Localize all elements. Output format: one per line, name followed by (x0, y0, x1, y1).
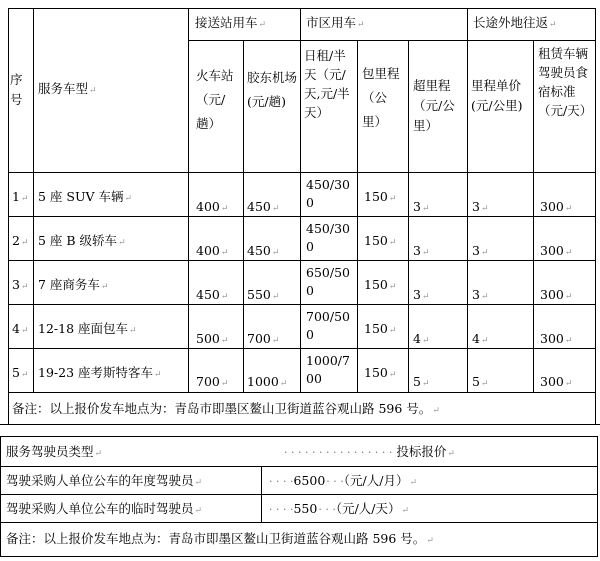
header-airport-text: 胶东机场(元/趟) (247, 70, 298, 109)
cell-airport: 550↵ (247, 287, 280, 302)
header-driver-meal-text: 租赁车辆驾驶员食宿标准（元/天） (538, 46, 593, 118)
driver-price-unit: （元/人/天） (335, 501, 401, 516)
cell-seq: 5↵ (12, 365, 29, 380)
cell-seq-text: 5 (12, 365, 20, 380)
cell-train: 400↵ (196, 243, 229, 258)
cell-daily-text: 700/500 (306, 309, 350, 342)
cell-unit-text: 4 (472, 331, 480, 346)
driver-price-unit: （元/人/月） (343, 473, 409, 488)
cell-km-text: 150 (364, 277, 388, 292)
cell-daily (306, 264, 350, 300)
header-package-km-text: 包里程（公里） (362, 66, 400, 129)
driver-price-value: 550 (293, 501, 318, 516)
cell-seq-text: 3 (12, 277, 20, 292)
cell-meal: 300↵ (540, 331, 573, 346)
cell-type-text: 12-18 座面包车 (38, 321, 129, 336)
cell-train-text: 700 (196, 374, 220, 389)
cell-daily (306, 220, 350, 256)
cell-meal: 300↵ (540, 287, 573, 302)
cell-unit-text: 3 (472, 199, 480, 214)
cell-train-text: 400 (196, 199, 220, 214)
header-group-city: 市区用车↵ (306, 15, 365, 30)
cell-unit: 4↵ (472, 331, 489, 346)
cell-extra: 3↵ (413, 287, 430, 302)
header-driver-meal (538, 44, 593, 120)
driver-type-text: 驾驶采购人单位公车的年度驾驶员 (6, 473, 194, 488)
cell-daily-text: 450/300 (306, 221, 350, 254)
cell-daily (306, 176, 350, 212)
header-driver-type-text: 服务驾驶员类型 (6, 444, 94, 459)
table1-note-text: 备注：以上报价发车地点为：青岛市即墨区鳌山卫街道蓝谷观山路 596 号。 (12, 401, 432, 416)
cell-type: 12-18 座面包车↵ (38, 321, 137, 336)
cell-seq: 2↵ (12, 233, 29, 248)
cell-unit: 3↵ (472, 287, 489, 302)
header-train-station (196, 64, 238, 136)
cell-unit: 5↵ (472, 374, 489, 389)
cell-train: 400↵ (196, 199, 229, 214)
table2-note: 备注：以上报价发车地点为：青岛市即墨区鳌山卫街道蓝谷观山路 596 号。↵ (6, 531, 434, 546)
cell-extra-text: 3 (413, 243, 421, 258)
driver-type-text: 驾驶采购人单位公车的临时驾驶员 (6, 501, 194, 516)
table2-note-text: 备注：以上报价发车地点为：青岛市即墨区鳌山卫街道蓝谷观山路 596 号。 (6, 531, 426, 546)
cell-airport-text: 1000 (247, 374, 279, 389)
cell-daily-text: 650/500 (306, 265, 350, 298)
cell-unit: 3↵ (472, 243, 489, 258)
cell-km: 150↵ (364, 277, 397, 292)
cell-airport-text: 450 (247, 243, 271, 258)
cell-daily-text: 1000/700 (306, 353, 350, 386)
header-seq-text: 序号 (10, 72, 23, 107)
header-train-station-text: 火车站（元/趟） (196, 68, 234, 131)
cell-seq-text: 2 (12, 233, 20, 248)
cell-airport: 1000↵ (247, 374, 288, 389)
cell-unit-text: 5 (472, 374, 480, 389)
header-group-city-text: 市区用车 (306, 15, 357, 30)
driver-price-cell: · · · ·6500· · ·（元/人/月）↵ (269, 473, 418, 488)
cell-train: 700↵ (196, 374, 229, 389)
header-daily-rent-text: 日租/半天（元/天,元/半天） (304, 48, 350, 120)
header-bid-price: · · · · · · · · · · · · · · · · 投标报价↵ (284, 444, 455, 459)
cell-km: 150↵ (364, 233, 397, 248)
header-driver-type: 服务驾驶员类型↵ (6, 444, 103, 459)
cell-type: 19-23 座考斯特客车↵ (38, 365, 162, 380)
driver-type-cell: 驾驶采购人单位公车的年度驾驶员↵ (6, 473, 203, 488)
cell-airport-text: 700 (247, 331, 271, 346)
driver-type-cell: 驾驶采购人单位公车的临时驾驶员↵ (6, 501, 203, 516)
cell-seq-text: 4 (12, 321, 20, 336)
cell-type-text: 7 座商务车 (38, 277, 100, 292)
cell-type: 5 座 B 级轿车↵ (38, 233, 126, 248)
header-group-long-text: 长途外地往返 (473, 15, 549, 30)
header-km-unit-price-text: 里程单价(元/公里) (471, 78, 523, 113)
cell-type-text: 19-23 座考斯特客车 (38, 365, 154, 380)
header-vehicle-type: 服务车型↵ (38, 81, 97, 96)
driver-price-value: 6500 (293, 473, 326, 488)
cell-km: 150↵ (364, 189, 397, 204)
cell-airport: 450↵ (247, 199, 280, 214)
cell-meal: 300↵ (540, 374, 573, 389)
header-extra-km-text: 超里程（元/公里） (413, 78, 455, 133)
cell-meal-text: 300 (540, 243, 564, 258)
cell-unit: 3↵ (472, 199, 489, 214)
header-bid-price-text: 投标报价 (396, 444, 447, 459)
cell-airport: 700↵ (247, 331, 280, 346)
cell-train-text: 500 (196, 331, 220, 346)
header-seq (10, 70, 30, 110)
header-group-long: 长途外地往返↵ (473, 15, 557, 30)
cell-meal: 300↵ (540, 199, 573, 214)
table1-note: 备注：以上报价发车地点为：青岛市即墨区鳌山卫街道蓝谷观山路 596 号。↵ (12, 401, 440, 416)
header-daily-rent (304, 46, 356, 122)
header-group-transfer: 接送站用车↵ (195, 15, 267, 30)
cell-type-text: 5 座 SUV 车辆 (38, 189, 124, 204)
header-package-km (362, 62, 404, 134)
cell-seq: 1↵ (12, 189, 29, 204)
cell-meal-text: 300 (540, 331, 564, 346)
cell-train: 450↵ (196, 287, 229, 302)
cell-daily (306, 308, 350, 344)
cell-unit-text: 3 (472, 243, 480, 258)
cell-train: 500↵ (196, 331, 229, 346)
cell-extra: 4↵ (413, 331, 430, 346)
cell-train-text: 450 (196, 287, 220, 302)
header-extra-km (413, 76, 465, 136)
driver-price-cell: · · · ·550· · ·（元/人/天）↵ (269, 501, 410, 516)
cell-extra: 5↵ (413, 374, 430, 389)
cell-type: 7 座商务车↵ (38, 277, 109, 292)
cell-km-text: 150 (364, 233, 388, 248)
cell-km-text: 150 (364, 321, 388, 336)
cell-km: 150↵ (364, 321, 397, 336)
header-vehicle-type-text: 服务车型 (38, 81, 89, 96)
cell-extra: 3↵ (413, 243, 430, 258)
cell-airport-text: 550 (247, 287, 271, 302)
cell-extra-text: 5 (413, 374, 421, 389)
cell-seq: 4↵ (12, 321, 29, 336)
cell-extra-text: 3 (413, 199, 421, 214)
cell-km-text: 150 (364, 189, 388, 204)
cell-meal-text: 300 (540, 287, 564, 302)
cell-type: 5 座 SUV 车辆↵ (38, 189, 133, 204)
cell-km: 150↵ (364, 365, 397, 380)
cell-train-text: 400 (196, 243, 220, 258)
cell-extra-text: 4 (413, 331, 421, 346)
cell-extra: 3↵ (413, 199, 430, 214)
cell-seq-text: 1 (12, 189, 20, 204)
cell-km-text: 150 (364, 365, 388, 380)
cell-meal: 300↵ (540, 243, 573, 258)
header-airport (247, 66, 299, 114)
cell-meal-text: 300 (540, 374, 564, 389)
header-km-unit-price (471, 76, 531, 116)
cell-extra-text: 3 (413, 287, 421, 302)
cell-type-text: 5 座 B 级轿车 (38, 233, 118, 248)
cell-daily (306, 352, 356, 388)
cell-meal-text: 300 (540, 199, 564, 214)
cell-airport: 450↵ (247, 243, 280, 258)
cell-unit-text: 3 (472, 287, 480, 302)
cell-seq: 3↵ (12, 277, 29, 292)
cell-daily-text: 450/300 (306, 177, 350, 210)
header-group-transfer-text: 接送站用车 (195, 15, 258, 30)
cell-airport-text: 450 (247, 199, 271, 214)
